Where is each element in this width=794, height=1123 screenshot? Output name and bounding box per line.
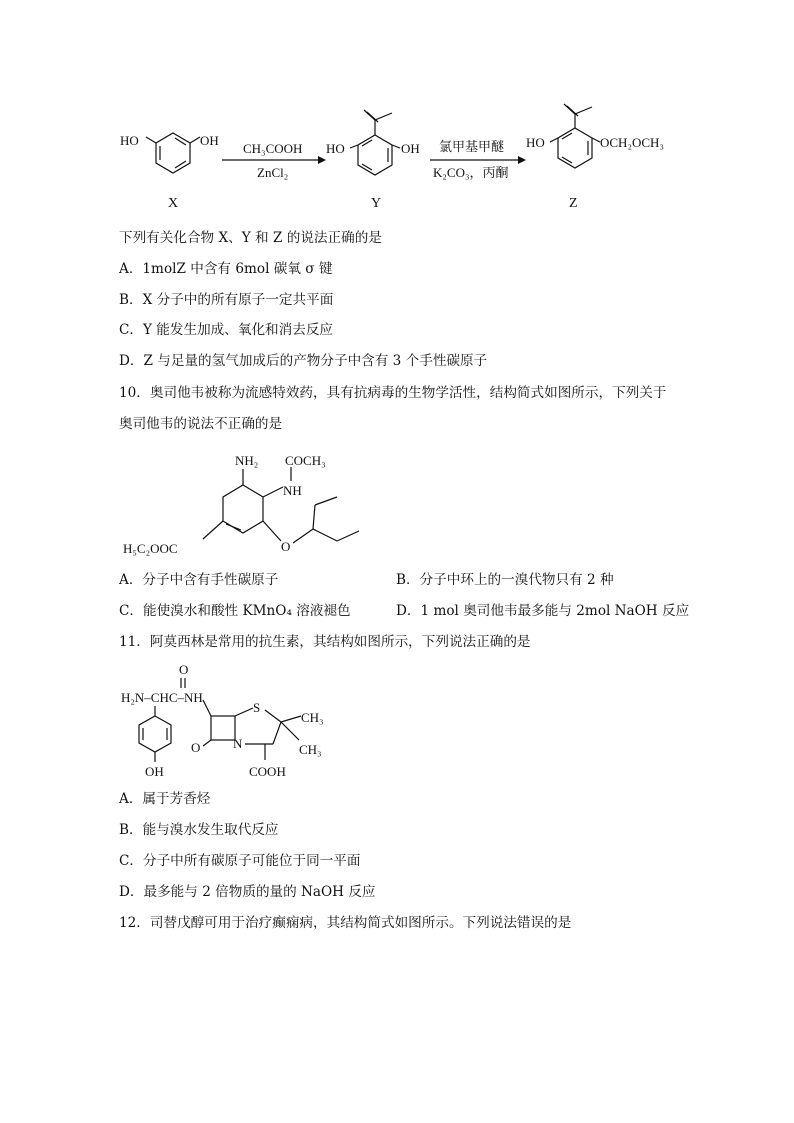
- q11-stem: 11．阿莫西林是常用的抗生素，其结构如图所示，下列说法正确的是: [119, 634, 531, 650]
- amoxicillin-s: S: [253, 700, 261, 715]
- oseltamivir-acyl: COCH₃: [285, 453, 326, 468]
- arrow2-reagent: 氯甲基甲醚: [439, 139, 505, 154]
- y-left-oh: HO: [326, 141, 345, 156]
- amoxicillin-lactam-o: O: [191, 740, 201, 755]
- q9-stem: 下列有关化合物 X、Y 和 Z 的说法正确的是: [119, 230, 382, 246]
- q9-option-a: A．1molZ 中含有 6mol 碳氧 σ 键: [119, 261, 333, 277]
- reaction-scheme: [0, 95, 794, 215]
- amoxicillin-cooh: COOH: [249, 764, 286, 779]
- amoxicillin-carbonyl-o: O: [179, 662, 189, 677]
- q10-option-c: C．能使溴水和酸性 KMnO₄ 溶液褪色: [119, 603, 351, 619]
- q11-option-c: C．分子中所有碳原子可能位于同一平面: [119, 853, 361, 869]
- q9-option-d: D．Z 与足量的氢气加成后的产物分子中含有 3 个手性碳原子: [119, 353, 488, 369]
- arrow1-catalyst: ZnCl₂: [257, 165, 289, 180]
- arrow1-reagent: CH₃COOH: [243, 141, 303, 156]
- amoxicillin-ch3-2: CH₃: [299, 742, 322, 757]
- q10-option-d: D．1 mol 奥司他韦最多能与 2mol NaOH 反应: [396, 603, 690, 619]
- label-y: Y: [371, 196, 382, 211]
- compound-y-structure: [326, 110, 420, 211]
- reaction-arrow-2: [430, 139, 526, 181]
- reaction-arrow-1: [222, 141, 326, 180]
- label-z: Z: [569, 196, 578, 211]
- z-left-oh: HO: [526, 135, 545, 150]
- q10-stem-line1: 10．奥司他韦被称为流感特效药，具有抗病毒的生物学活性，结构简式如图所示，下列关于: [119, 385, 667, 401]
- q11-option-d: D．最多能与 2 倍物质的量的 NaOH 反应: [119, 884, 376, 900]
- oseltamivir-ester: H₅C₂OOC: [123, 541, 178, 556]
- oseltamivir-nh: NH: [283, 483, 302, 498]
- compound-x-structure: [120, 133, 219, 211]
- amoxicillin-ch3-1: CH₃: [301, 710, 324, 725]
- x-right-oh: OH: [200, 133, 219, 148]
- amoxicillin-n: N: [233, 736, 243, 751]
- oseltamivir-nh2: NH₂: [235, 453, 259, 468]
- q11-option-a: A．属于芳香烃: [119, 791, 211, 807]
- q9-option-c: C．Y 能发生加成、氧化和消去反应: [119, 322, 334, 338]
- compound-z-structure: [526, 104, 664, 211]
- arrow2-conditions: K₂CO₃，丙酮: [433, 165, 509, 180]
- label-x: X: [168, 196, 179, 211]
- q11-option-b: B．能与溴水发生取代反应: [119, 822, 279, 838]
- oseltamivir-structure: [115, 445, 385, 565]
- q9-option-b: B．X 分子中的所有原子一定共平面: [119, 292, 334, 308]
- x-left-oh: HO: [120, 133, 139, 148]
- z-right-group: OCH₂OCH₃: [600, 135, 664, 150]
- q12-stem: 12．司替戊醇可用于治疗癫痫病，其结构简式如图所示。下列说法错误的是: [119, 915, 572, 931]
- amoxicillin-phenol-oh: OH: [145, 764, 164, 779]
- q10-option-a: A．分子中含有手性碳原子: [119, 572, 279, 588]
- amoxicillin-amine-chain: H₂N–CHC–NH: [121, 690, 203, 705]
- y-right-oh: OH: [401, 141, 420, 156]
- oseltamivir-ether-o: O: [281, 539, 291, 554]
- q10-option-b: B．分子中环上的一溴代物只有 2 种: [396, 572, 614, 588]
- q10-stem-line2: 奥司他韦的说法不正确的是: [119, 416, 283, 432]
- amoxicillin-structure: [115, 660, 345, 785]
